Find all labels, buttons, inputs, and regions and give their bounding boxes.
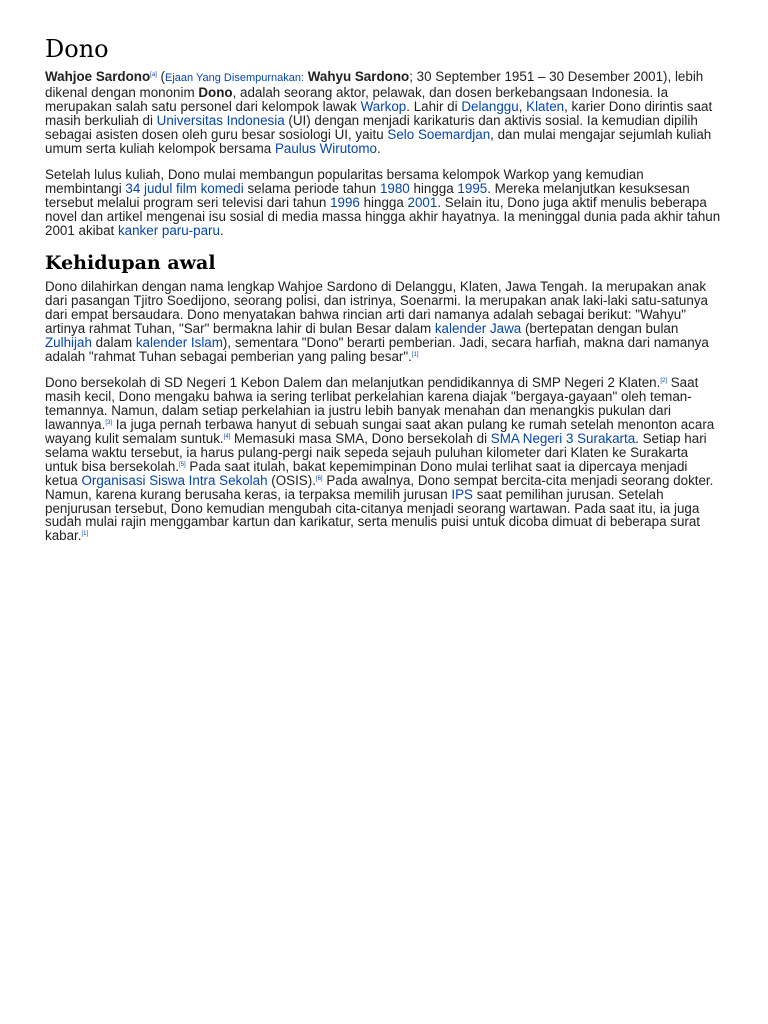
- early-life-paragraph-1: Dono dilahirkan dengan nama lengkap Wahjoe Sardono di Delanggu, Klaten, Jawa Tengah. Ia merupakan anak dari pasangan Tjitro Soedijono, seorang polisi, dan istrinya, Soenarmi. Ia merupakan anak laki-laki satu-satunya dari empat bersaudara. Dono menyatakan bahwa rincian arti dari namanya adalah sebagai berikut: "Wahyu" artinya rahmat Tuhan, "Sar" bermakna lahir di bulan Besar dalam kalender Jawa (bertepatan dengan bulan Zulhijah dalam kalender Islam), sementara "Dono" berarti pemberian. Jadi, secara harfiah, makna dari namanya adalah "rahmat Tuhan sebagai pemberian yang paling besar".[1]: [45, 278, 709, 364]
- page-title: Dono: [45, 35, 109, 63]
- eyd-name: Wahyu Sardono: [307, 69, 410, 84]
- delanggu-link[interactable]: Delanggu: [461, 98, 519, 114]
- year-1996-link[interactable]: 1996: [330, 195, 360, 211]
- year-2001-link[interactable]: 2001: [407, 195, 438, 211]
- selo-link[interactable]: Selo Soemardjan: [387, 126, 491, 142]
- klaten-link[interactable]: Klaten: [526, 98, 565, 114]
- mononym: Dono: [198, 84, 233, 100]
- footnote-ref-3[interactable]: [3]: [105, 420, 112, 427]
- sma-link[interactable]: SMA Negeri 3 Surakarta: [490, 431, 636, 447]
- kalender-islam-link[interactable]: kalender Islam: [135, 334, 223, 350]
- lung-cancer-link[interactable]: kanker paru-paru: [117, 223, 220, 239]
- zulhijah-link[interactable]: Zulhijah: [45, 334, 92, 350]
- films-link[interactable]: 34 judul film komedi: [125, 181, 244, 197]
- year-1995-link[interactable]: 1995: [457, 181, 488, 197]
- footnote-ref-4[interactable]: [4]: [223, 434, 231, 441]
- kalender-jawa-link[interactable]: kalender Jawa: [434, 320, 522, 336]
- ui-link[interactable]: Universitas Indonesia: [156, 112, 285, 128]
- early-life-paragraph-2: Dono bersekolah di SD Negeri 1 Kebon Dalem dan melanjutkan pendidikannya di SMP Negeri 2 Klaten.[2] Saat masih kecil, Dono mengaku bahwa ia sering terlibat perkelahian karena diajak "bergaya-gayaan" oleh teman-temannya. Namun, dalam setiap perkelahian ia justru lebih banyak menahan dan menangkis pukulan dari lawannya.[3] Ia juga pernah terbawa hanyut di sebuah sungai saat akan pulang ke rumah setelah menonton acara wayang kulit semalam suntuk.[4] Memasuki masa SMA, Dono bersekolah di SMA Negeri 3 Surakarta. Setiap hari selama waktu tersebut, ia harus pulang-pergi naik sepeda sejauh puluhan kilometer dari Klaten ke Surakarta untuk bisa bersekolah.[5] Pada saat itulah, bakat kepemimpinan Dono mulai terlihat saat ia dipercaya menjadi ketua Organisasi Siswa Intra Sekolah (OSIS).[6] Pada awalnya, Dono sempat bercita-cita menjadi seorang dokter. Namun, karena kurang berusaha keras, ia terpaksa memilih jurusan IPS saat pemilihan jurusan. Setelah penjurusan tersebut, Dono kemudian mengubah cita-citanya menjadi seorang wartawan. Pada saat itu, ia juga sudah mulai rajin menggambar kartun dan karikatur, serta menulis puisi untuk dicoba dimuat di beberapa surat kabar.[1]: [45, 375, 715, 544]
- eyd-link[interactable]: Ejaan Yang Disempurnakan:: [165, 72, 305, 84]
- intro-paragraph: Wahjoe Sardono[a] (Ejaan Yang Disempurnakan: Wahyu Sardono; 30 September 1951 – 30 Desember 2001), lebih dikenal dengan mononim Dono, adalah seorang aktor, pelawak, dan dosen berkebangsaan Indonesia. Ia merupakan salah satu personel dari kelompok lawak Warkop. Lahir di Delanggu, Klaten, karier Dono dirintis saat masih berkuliah di Universitas Indonesia (UI) dengan menjadi karikaturis dan aktivis sosial. Ia kemudian dipilih sebagai asisten dosen oleh guru besar sosiologi UI, yaitu Selo Soemardjan, dan mulai mengajar sejumlah kuliah umum serta kuliah kelompok bersama Paulus Wirutomo.: [45, 69, 713, 156]
- footnote-ref-1b[interactable]: [1]: [81, 531, 89, 538]
- footnote-ref-5[interactable]: [5]: [179, 461, 186, 468]
- osis-link[interactable]: Organisasi Siswa Intra Sekolah: [81, 472, 268, 488]
- warkop-link[interactable]: Warkop: [360, 98, 407, 114]
- footnote-ref-a[interactable]: [a]: [150, 72, 157, 78]
- ips-link[interactable]: IPS: [451, 486, 473, 502]
- section-heading: Kehidupan awal: [45, 251, 216, 274]
- footnote-ref-6[interactable]: [6]: [315, 475, 323, 482]
- subject-name: Wahjoe Sardono: [45, 69, 151, 84]
- footnote-ref-2[interactable]: [2]: [660, 378, 668, 385]
- footnote-ref-1[interactable]: [1]: [411, 351, 419, 358]
- paulus-link[interactable]: Paulus Wirutomo: [274, 140, 377, 156]
- career-paragraph: Setelah lulus kuliah, Dono mulai membangun popularitas bersama kelompok Warkop yang kemudian membintangi 34 judul film komedi selama periode tahun 1980 hingga 1995. Mereka melanjutkan kesuksesan tersebut melalui program seri televisi dari tahun 1996 hingga 2001. Selain itu, Dono juga aktif menulis beberapa novel dan artikel mengenai isu sosial di media massa hingga akhir hayatnya. Ia meninggal dunia pada akhir tahun 2001 akibat kanker paru-paru.: [45, 167, 721, 239]
- year-1980-link[interactable]: 1980: [379, 181, 410, 197]
